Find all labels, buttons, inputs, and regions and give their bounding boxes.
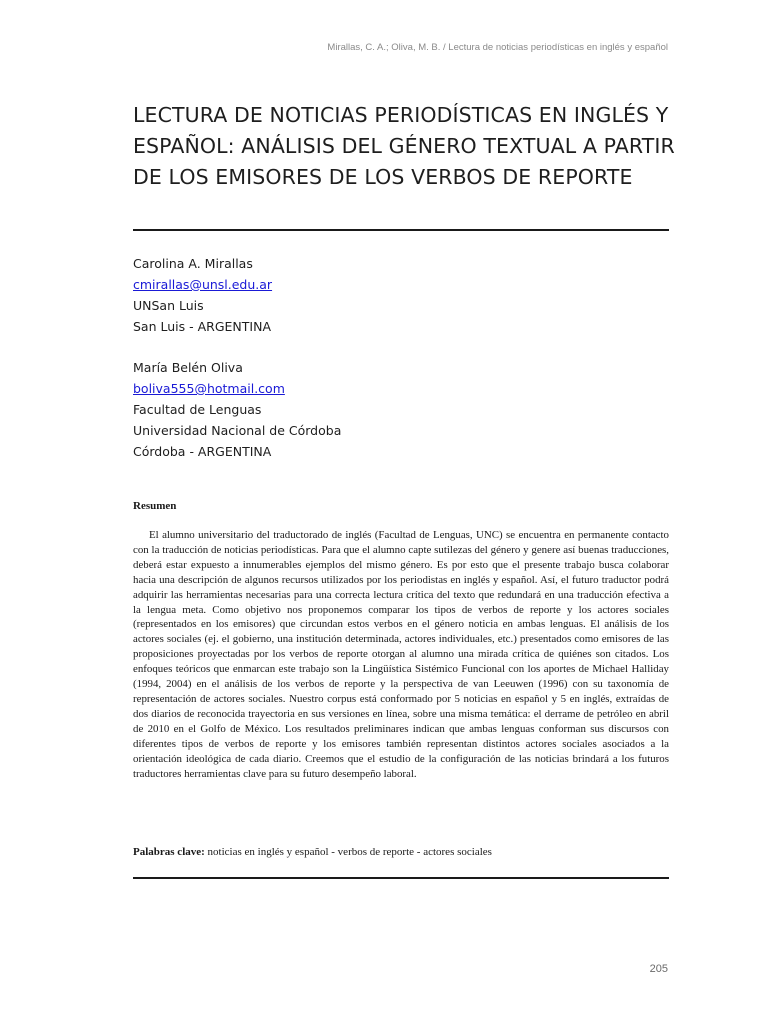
author-block	[133, 253, 341, 337]
author-list	[133, 253, 341, 462]
title-line: ESPAÑOL: ANÁLISIS DEL GÉNERO TEXTUAL A PARTIR	[133, 134, 675, 158]
title-line: LECTURA DE NOTICIAS PERIODÍSTICAS EN INGLÉS Y	[133, 103, 669, 127]
author-location: Córdoba - ARGENTINA	[133, 444, 272, 459]
keywords	[133, 846, 492, 858]
keywords-text: noticias en inglés y español - verbos de reporte - actores sociales	[204, 846, 492, 858]
abstract-divider	[133, 877, 669, 879]
author-location: San Luis - ARGENTINA	[133, 319, 271, 334]
article-title	[133, 100, 673, 193]
author-email-link[interactable]: boliva555@hotmail.com	[133, 381, 285, 396]
title-line: DE LOS EMISORES DE LOS VERBOS DE REPORTE	[133, 165, 633, 189]
running-header: Mirallas, C. A.; Oliva, M. B. / Lectura de noticias periodísticas en inglés y español	[327, 42, 668, 53]
title-divider	[133, 229, 669, 231]
author-affiliation: UNSan Luis	[133, 298, 204, 313]
keywords-label: Palabras clave:	[133, 846, 205, 858]
abstract-body: El alumno universitario del traductorado de inglés (Facultad de Lenguas, UNC) se encuentra en permanente contacto con la traducción de noticias periodísticas. Para que el alumno capte sutilezas del género y genere así buenas traducciones, deberá estar expuesto a innumerables ejemplos del mismo género. Es por esto que el presente trabajo busca colaborar hacia una descripción de algunos recursos utilizados por los periodistas en inglés y español. Así, el futuro traductor podrá adquirir las herramientas necesarias para una correcta lectura crítica del texto que redundará en una traducción efectiva a la lengua meta. Como objetivo nos proponemos comparar los tipos de verbos de reporte y los actores sociales (representados en los emisores) que circundan estos verbos en el género noticia en ambas lenguas. El análisis de los actores sociales (ej. el gobierno, una institución determinada, actores individuales, etc.) presentados como emisores de las proposiciones proyectadas por los verbos de reporte otorgan al alumno una mirada crítica de quiénes son citados. Los enfoques teóricos que enmarcan este trabajo son la Lingüística Sistémico Funcional con los aportes de Michael Halliday (1994, 2004) en el análisis de los verbos de reporte y la perspectiva de van Leeuwen (1996) con su taxonomía de representación de actores sociales. Nuestro corpus está conformado por 5 noticias en español y 5 en inglés, extraídas de dos diarios de reconocida trayectoria en sus versiones en línea, sobre una misma temática: el derrame de petróleo en abril de 2010 en el Golfo de México. Los resultados preliminares indican que ambas lenguas conforman sus discursos con diferentes tipos de verbos de reporte y los emisores también representan distintos actores sociales asociados a la orientación ideológica de cada diario. Creemos que el estudio de la configuración de las noticias brindará a los futuros traductores herramientas clave para su futuro desempeño laboral.	[133, 529, 669, 780]
author-affiliation: Facultad de Lenguas	[133, 402, 262, 417]
author-block	[133, 357, 341, 462]
author-affiliation: Universidad Nacional de Córdoba	[133, 423, 342, 438]
page-number: 205	[649, 963, 668, 975]
author-name: Carolina A. Mirallas	[133, 256, 253, 271]
author-name: María Belén Oliva	[133, 360, 243, 375]
abstract-heading: Resumen	[133, 500, 177, 512]
author-email-link[interactable]: cmirallas@unsl.edu.ar	[133, 277, 273, 292]
